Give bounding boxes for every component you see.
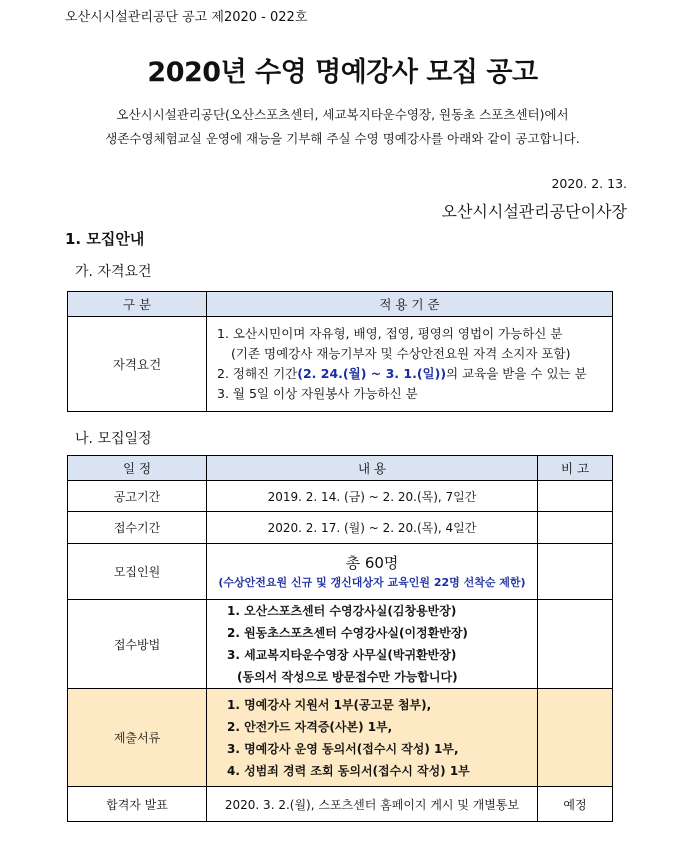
row-content: 2019. 2. 14. (금) ~ 2. 20.(목), 7일간 <box>207 481 538 512</box>
recruit-total: 총 60명 <box>345 553 399 572</box>
header-category: 구 분 <box>68 292 207 317</box>
criteria-cell <box>207 317 613 412</box>
table-header-row <box>68 292 613 317</box>
intro-line-2: 생존수영체험교실 운영에 재능을 기부해 주실 수영 명예강사를 아래와 같이 공고합니다. <box>105 131 580 146</box>
table-row <box>68 512 613 544</box>
table-row <box>68 544 613 600</box>
schedule-table <box>67 455 613 822</box>
list-item-note: (기존 명예강사 재능기부자 및 수상안전요원 자격 소지자 포함) <box>231 346 571 361</box>
list-item <box>217 364 612 384</box>
row-remark <box>538 544 613 600</box>
training-period: (2. 24.(월) ~ 3. 1.(일)) <box>297 366 447 381</box>
table-row <box>68 481 613 512</box>
list-item: 3. 명예강사 운영 동의서(접수시 작성) 1부, <box>227 741 459 756</box>
list-item: 1. 오산시민이며 자유형, 배영, 접영, 평영의 영법이 가능하신 분 <box>217 326 563 341</box>
page-title: 2020년 수영 명예강사 모집 공고 <box>147 57 538 88</box>
header-criteria: 적 용 기 준 <box>207 292 613 317</box>
row-label: 접수방법 <box>68 600 207 689</box>
list-item: 2. 원동초스포츠센터 수영강사실(이정환반장) <box>227 626 468 640</box>
row-label: 모집인원 <box>68 544 207 600</box>
header-schedule: 일 정 <box>68 456 207 481</box>
notice-date: 2020. 2. 13. <box>551 176 627 191</box>
list-item: 3. 세교복지타운수영장 사무실(박귀환반장) <box>227 648 457 662</box>
intro-text <box>40 103 645 151</box>
table-row <box>68 689 613 787</box>
header-remark: 비 고 <box>538 456 613 481</box>
row-content: 2020. 2. 17. (월) ~ 2. 20.(목), 4일간 <box>207 512 538 544</box>
row-label: 접수기간 <box>68 512 207 544</box>
issuer: 오산시시설관리공단이사장 <box>441 202 627 221</box>
row-content <box>207 689 538 787</box>
intro-line-1: 오산시시설관리공단(오산스포츠센터, 세교복지타운수영장, 원동초 스포츠센터)에서 <box>116 107 569 122</box>
section-heading: 1. 모집안내 <box>65 230 145 248</box>
list-item: 1. 오산스포츠센터 수영강사실(김창용반장) <box>227 604 457 618</box>
list-item-note: (동의서 작성으로 방문접수만 가능합니다) <box>237 670 458 684</box>
row-label: 자격요건 <box>68 317 207 412</box>
row-content <box>207 544 538 600</box>
row-remark <box>538 481 613 512</box>
recruit-note: (수상안전요원 신규 및 갱신대상자 교육인원 22명 선착순 제한) <box>218 575 526 589</box>
list-item: 1. 명예강사 지원서 1부(공고문 첨부), <box>227 697 432 712</box>
document-number: 오산시시설관리공단 공고 제2020 - 022호 <box>65 10 308 25</box>
qualification-table <box>67 291 613 412</box>
header-content: 내 용 <box>207 456 538 481</box>
row-remark <box>538 600 613 689</box>
row-remark <box>538 689 613 787</box>
list-item: 3. 월 5일 이상 자원봉사 가능하신 분 <box>217 386 418 401</box>
table-header-row <box>68 456 613 481</box>
row-content: 2020. 3. 2.(월), 스포츠센터 홈페이지 게시 및 개별통보 <box>207 787 538 822</box>
table-row <box>68 787 613 822</box>
row-label: 합격자 발표 <box>68 787 207 822</box>
list-item: 2. 안전가드 자격증(사본) 1부, <box>227 719 393 734</box>
row-label: 공고기간 <box>68 481 207 512</box>
row-remark <box>538 512 613 544</box>
row-content <box>207 600 538 689</box>
row-label: 제출서류 <box>68 689 207 787</box>
subsection-schedule: 나. 모집일정 <box>75 431 152 447</box>
table-row <box>68 317 613 412</box>
item-text: 2. 정해진 기간 <box>217 366 298 381</box>
subsection-qualifications: 가. 자격요건 <box>75 264 152 280</box>
table-row <box>68 600 613 689</box>
item-text: 의 교육을 받을 수 있는 분 <box>446 366 587 381</box>
row-remark: 예정 <box>538 787 613 822</box>
list-item: 4. 성범죄 경력 조회 동의서(접수시 작성) 1부 <box>227 763 470 778</box>
